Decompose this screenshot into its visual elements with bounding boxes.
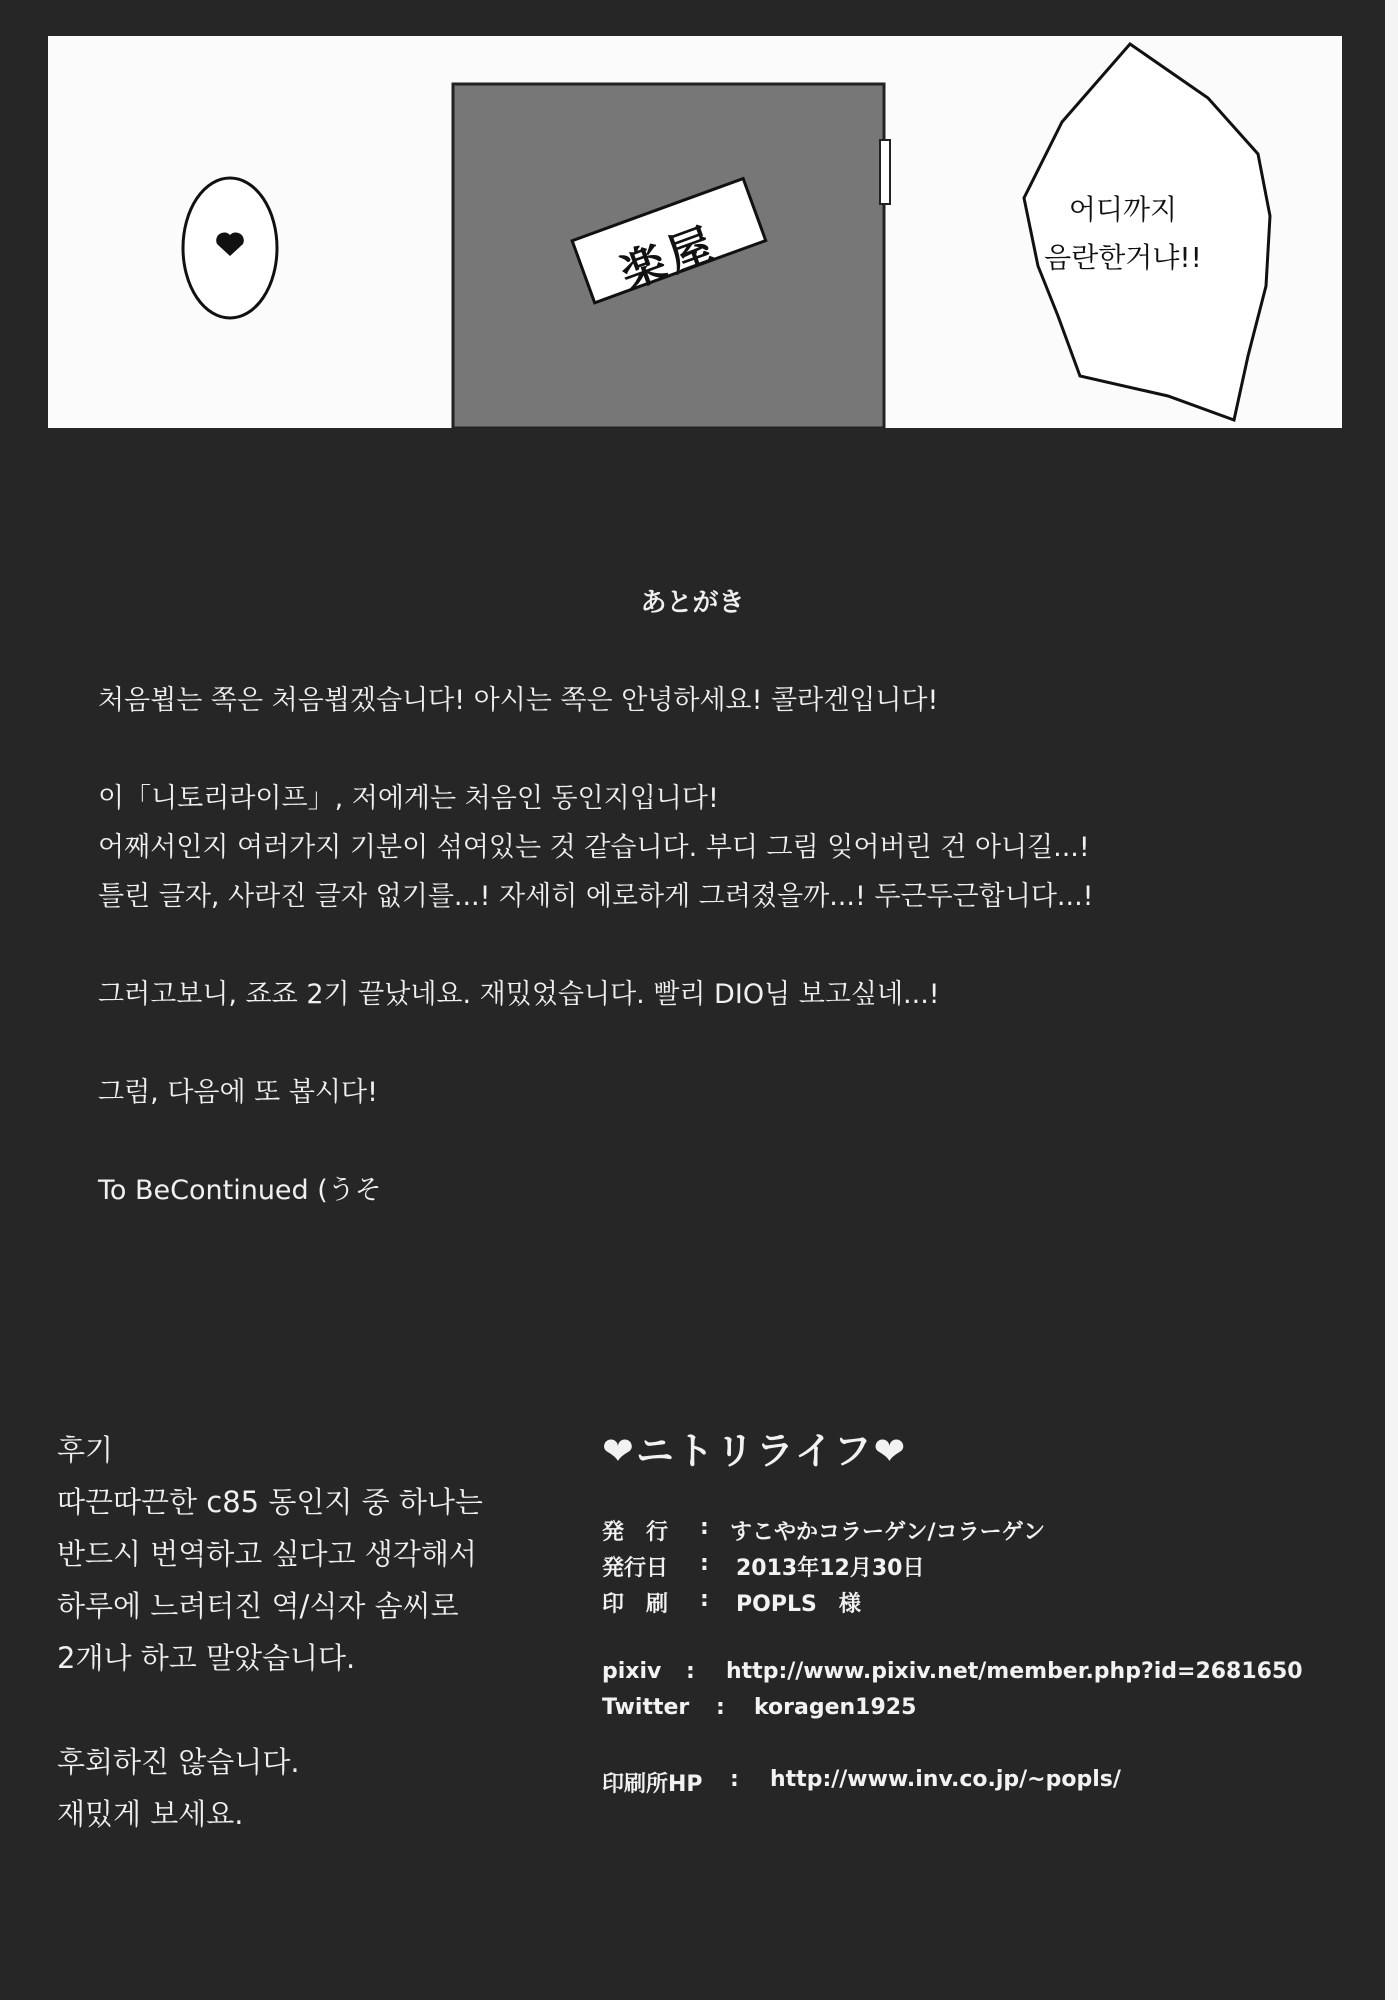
print-row [602, 1587, 907, 1623]
book-title: ❤ニトリライフ❤ [602, 1429, 908, 1473]
printhp-link[interactable]: http://www.inv.co.jp/~popls/ [770, 1767, 1121, 1792]
pixiv-link[interactable]: http://www.pixiv.net/member.php?id=2681650 [726, 1659, 1303, 1684]
printhp-row [602, 1767, 1121, 1803]
afterword-line: 그러고보니, 죠죠 2기 끝났네요. 재밌었습니다. 빨리 DIO님 보고싶네...! [98, 979, 940, 1010]
bubble-line: 음란한거냐!! [1044, 241, 1202, 274]
date-value: 2013年12月30日 [736, 1556, 925, 1581]
bubble-line: 어디까지 [1068, 193, 1178, 226]
twitter-row [602, 1695, 917, 1731]
review-line: 따끈따끈한 c85 동인지 중 하나는 [57, 1485, 483, 1519]
review-line: 하루에 느려터진 역/식자 솜씨로 [57, 1589, 459, 1623]
afterword-line: 어째서인지 여러가지 기분이 섞여있는 것 같습니다. 부디 그림 잊어버린 건 아니길...! [98, 832, 1090, 863]
separator: : [716, 1695, 725, 1720]
afterword-body [98, 676, 1094, 1215]
separator: : [700, 1551, 709, 1576]
afterword-line: 처음뵙는 쪽은 처음뵙겠습니다! 아시는 쪽은 안녕하세요! 콜라겐입니다! [98, 685, 939, 716]
review-line: 후기 [57, 1433, 114, 1467]
review-line: 2개나 하고 말았습니다. [57, 1641, 356, 1675]
afterword-heading: あとがき [640, 588, 745, 618]
twitter-handle: koragen1925 [754, 1695, 917, 1720]
separator: : [730, 1767, 739, 1792]
date-label: 発行日 [602, 1556, 669, 1581]
publisher-label: 発 行 [602, 1520, 669, 1545]
publisher-row [602, 1515, 1046, 1551]
afterword-line: To BeContinued (うそ [98, 1175, 382, 1206]
pixiv-label: pixiv [602, 1659, 662, 1684]
afterword-line: 그럼, 다음에 또 봅시다! [98, 1077, 378, 1108]
print-value: POPLS 様 [736, 1592, 861, 1617]
separator: : [700, 1515, 709, 1540]
separator: : [686, 1659, 695, 1684]
pixiv-row [602, 1659, 1303, 1695]
twitter-label: Twitter [602, 1695, 690, 1720]
door-handle [880, 140, 890, 204]
speech-bubble-text [1028, 186, 1218, 282]
translator-review [57, 1424, 483, 1840]
review-line: 후회하진 않습니다. [57, 1745, 300, 1779]
date-row [602, 1551, 925, 1587]
afterword-line: 이「니토리라이프」, 저에게는 처음인 동인지입니다! [98, 783, 719, 814]
printhp-label: 印刷所HP [602, 1772, 703, 1797]
review-line: 재밌게 보세요. [57, 1797, 244, 1831]
colophon [602, 1420, 1303, 1803]
review-line: 반드시 번역하고 싶다고 생각해서 [57, 1537, 477, 1571]
separator: : [700, 1587, 709, 1612]
print-label: 印 刷 [602, 1592, 669, 1617]
afterword-line: 틀린 글자, 사라진 글자 없기를...! 자세히 에로하게 그려졌을까...! 두근두근합니다...! [98, 881, 1094, 912]
page-edge [1385, 0, 1398, 2000]
door-sign-text: 楽屋 [613, 217, 726, 300]
publisher-value: すこやかコラーゲン/コラーゲン [730, 1520, 1046, 1545]
